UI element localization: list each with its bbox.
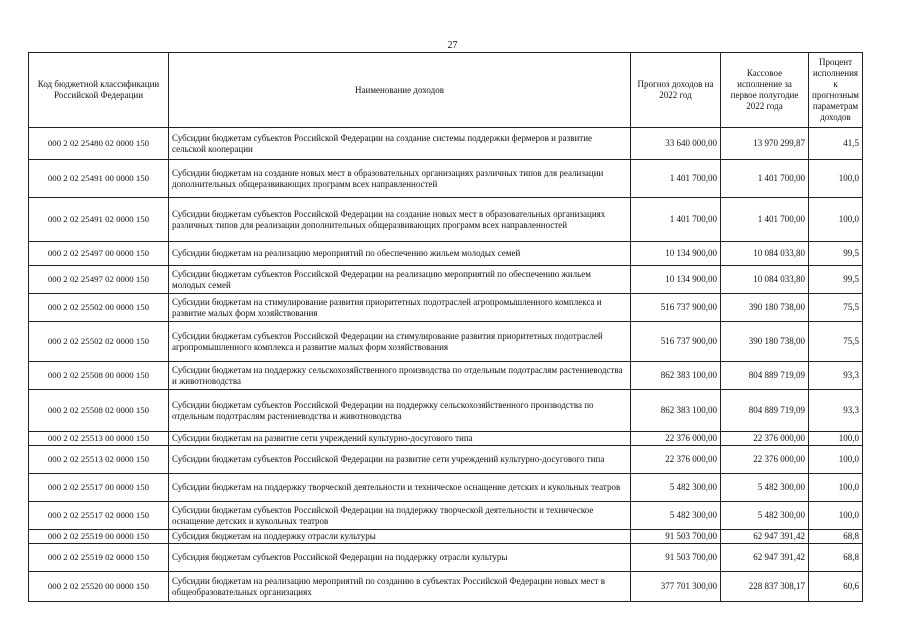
row-forecast: 5 482 300,00 [631,502,721,530]
row-percent: 100,0 [809,474,863,502]
row-percent: 60,6 [809,572,863,602]
row-code: 000 2 02 25491 00 0000 150 [29,160,169,198]
row-name: Субсидии бюджетам субъектов Российской Федерации на стимулирование развития приоритетных подотраслей агропромышленного комплекса и развитие малых форм хозяйствования [169,322,631,362]
row-code: 000 2 02 25519 00 0000 150 [29,530,169,544]
table-row [29,390,863,432]
row-forecast: 33 640 000,00 [631,128,721,160]
row-cash: 1 401 700,00 [721,160,809,198]
row-name: Субсидии бюджетам на реализацию мероприятий по созданию в субъектах Российской Федерации новых мест в общеобразовательных организациях [169,572,631,602]
row-cash: 10 084 033,80 [721,242,809,266]
table-row [29,128,863,160]
row-forecast: 10 134 900,00 [631,242,721,266]
row-code: 000 2 02 25502 00 0000 150 [29,294,169,322]
row-code: 000 2 02 25480 02 0000 150 [29,128,169,160]
row-cash: 22 376 000,00 [721,432,809,446]
table-row [29,432,863,446]
row-forecast: 1 401 700,00 [631,160,721,198]
row-percent: 75,5 [809,322,863,362]
header-cash: Кассовое исполнение за первое полугодие 2022 года [721,53,809,128]
row-cash: 5 482 300,00 [721,502,809,530]
row-code: 000 2 02 25519 02 0000 150 [29,544,169,572]
table-row [29,160,863,198]
row-code: 000 2 02 25508 02 0000 150 [29,390,169,432]
table-row [29,294,863,322]
row-code: 000 2 02 25513 02 0000 150 [29,446,169,474]
header-name: Наименование доходов [169,53,631,128]
row-forecast: 862 383 100,00 [631,362,721,390]
row-cash: 804 889 719,09 [721,362,809,390]
row-forecast: 377 701 300,00 [631,572,721,602]
row-forecast: 516 737 900,00 [631,294,721,322]
row-forecast: 862 383 100,00 [631,390,721,432]
row-cash: 390 180 738,00 [721,322,809,362]
header-code: Код бюджетной классификации Российской Федерации [29,53,169,128]
row-forecast: 1 401 700,00 [631,198,721,242]
row-name: Субсидии бюджетам субъектов Российской Федерации на поддержку сельскохозяйственного производства по отдельным подотраслям растениеводства и животноводства [169,390,631,432]
table-row [29,502,863,530]
table-row [29,572,863,602]
header-percent: Процент исполнения к прогнозным параметрам доходов [809,53,863,128]
row-name: Субсидии бюджетам субъектов Российской Федерации на реализацию мероприятий по обеспечению жильем молодых семей [169,266,631,294]
row-name: Субсидии бюджетам на развитие сети учреждений культурно-досугового типа [169,432,631,446]
row-name: Субсидии бюджетам на поддержку сельскохозяйственного производства по отдельным подотраслям растениеводства и животноводства [169,362,631,390]
row-code: 000 2 02 25517 02 0000 150 [29,502,169,530]
row-name: Субсидии бюджетам субъектов Российской Федерации на создание системы поддержки фермеров и развитие сельской кооперации [169,128,631,160]
row-code: 000 2 02 25520 00 0000 150 [29,572,169,602]
table-row [29,530,863,544]
row-name: Субсидии бюджетам субъектов Российской Федерации на развитие сети учреждений культурно-досугового типа [169,446,631,474]
row-percent: 100,0 [809,502,863,530]
row-code: 000 2 02 25517 00 0000 150 [29,474,169,502]
row-percent: 99,5 [809,266,863,294]
row-forecast: 91 503 700,00 [631,544,721,572]
row-name: Субсидии бюджетам на стимулирование развития приоритетных подотраслей агропромышленного комплекса и развитие малых форм хозяйствования [169,294,631,322]
row-code: 000 2 02 25502 02 0000 150 [29,322,169,362]
row-name: Субсидии бюджетам на создание новых мест в образовательных организациях различных типов для реализации дополнительных общеразвивающих программ всех направленностей [169,160,631,198]
row-percent: 75,5 [809,294,863,322]
row-forecast: 516 737 900,00 [631,322,721,362]
table-row [29,544,863,572]
row-percent: 100,0 [809,198,863,242]
row-forecast: 22 376 000,00 [631,432,721,446]
row-forecast: 5 482 300,00 [631,474,721,502]
row-percent: 99,5 [809,242,863,266]
table-row [29,322,863,362]
header-forecast: Прогноз доходов на 2022 год [631,53,721,128]
row-name: Субсидии бюджетам субъектов Российской Федерации на поддержку творческой деятельности и техническое оснащение детских и кукольных театров [169,502,631,530]
row-code: 000 2 02 25508 00 0000 150 [29,362,169,390]
row-percent: 93,3 [809,362,863,390]
row-name: Субсидии бюджетам субъектов Российской Федерации на создание новых мест в образовательных организациях различных типов для реализации дополнительных общеразвивающих программ всех направленностей [169,198,631,242]
row-code: 000 2 02 25491 02 0000 150 [29,198,169,242]
row-cash: 62 947 391,42 [721,530,809,544]
row-forecast: 10 134 900,00 [631,266,721,294]
row-code: 000 2 02 25513 00 0000 150 [29,432,169,446]
row-cash: 228 837 308,17 [721,572,809,602]
table-row [29,474,863,502]
row-cash: 13 970 299,87 [721,128,809,160]
row-percent: 100,0 [809,432,863,446]
row-percent: 93,3 [809,390,863,432]
row-percent: 41,5 [809,128,863,160]
row-percent: 100,0 [809,446,863,474]
row-percent: 68,8 [809,544,863,572]
row-name: Субсидии бюджетам на поддержку творческой деятельности и техническое оснащение детских и кукольных театров [169,474,631,502]
row-cash: 62 947 391,42 [721,544,809,572]
row-cash: 5 482 300,00 [721,474,809,502]
row-code: 000 2 02 25497 00 0000 150 [29,242,169,266]
row-forecast: 22 376 000,00 [631,446,721,474]
revenue-table [28,52,863,602]
row-cash: 1 401 700,00 [721,198,809,242]
row-cash: 10 084 033,80 [721,266,809,294]
row-name: Субсидии бюджетам на реализацию мероприятий по обеспечению жильем молодых семей [169,242,631,266]
row-code: 000 2 02 25497 02 0000 150 [29,266,169,294]
row-name: Субсидия бюджетам субъектов Российской Федерации на поддержку отрасли культуры [169,544,631,572]
row-cash: 22 376 000,00 [721,446,809,474]
table-row [29,446,863,474]
row-cash: 804 889 719,09 [721,390,809,432]
row-cash: 390 180 738,00 [721,294,809,322]
row-forecast: 91 503 700,00 [631,530,721,544]
row-percent: 68,8 [809,530,863,544]
table-row [29,362,863,390]
row-name: Субсидия бюджетам на поддержку отрасли культуры [169,530,631,544]
page-number: 27 [447,40,458,51]
table-row [29,242,863,266]
table-row [29,198,863,242]
table-row [29,266,863,294]
table-header-row [29,53,863,128]
row-percent: 100,0 [809,160,863,198]
